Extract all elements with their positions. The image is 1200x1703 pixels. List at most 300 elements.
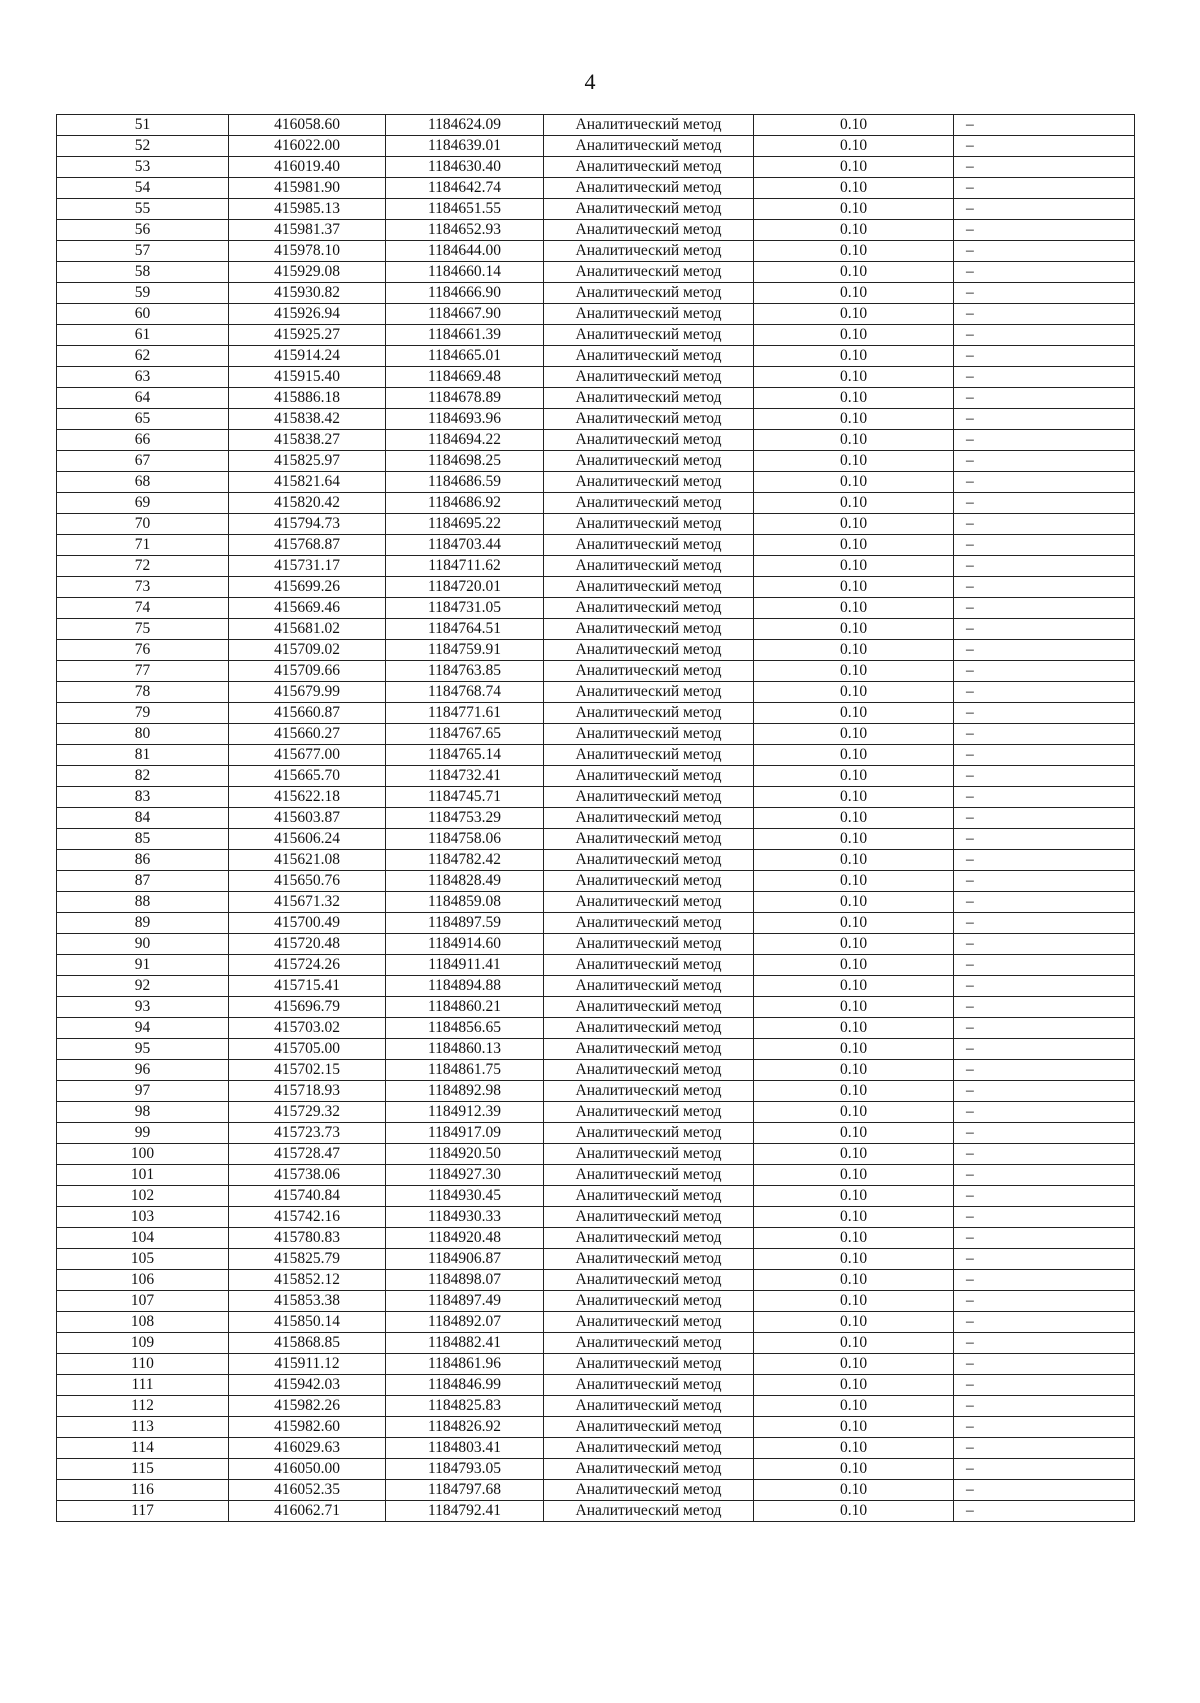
method-cell: Аналитический метод xyxy=(544,136,754,157)
accuracy-cell: 0.10 xyxy=(754,1060,954,1081)
x-coordinate-cell: 415660.27 xyxy=(229,724,386,745)
method-cell: Аналитический метод xyxy=(544,640,754,661)
point-number-cell: 84 xyxy=(57,808,229,829)
y-coordinate-cell: 1184768.74 xyxy=(386,682,544,703)
point-number-cell: 90 xyxy=(57,934,229,955)
point-number-cell: 111 xyxy=(57,1375,229,1396)
table-row xyxy=(57,1123,1135,1144)
point-number-cell: 66 xyxy=(57,430,229,451)
y-coordinate-cell: 1184644.00 xyxy=(386,241,544,262)
x-coordinate-cell: 415925.27 xyxy=(229,325,386,346)
table-row xyxy=(57,640,1135,661)
accuracy-cell: 0.10 xyxy=(754,157,954,178)
dash-cell: – xyxy=(954,115,1135,136)
accuracy-cell: 0.10 xyxy=(754,682,954,703)
accuracy-cell: 0.10 xyxy=(754,535,954,556)
y-coordinate-cell: 1184753.29 xyxy=(386,808,544,829)
y-coordinate-cell: 1184642.74 xyxy=(386,178,544,199)
method-cell: Аналитический метод xyxy=(544,325,754,346)
method-cell: Аналитический метод xyxy=(544,703,754,724)
x-coordinate-cell: 415982.26 xyxy=(229,1396,386,1417)
accuracy-cell: 0.10 xyxy=(754,892,954,913)
table-row xyxy=(57,598,1135,619)
dash-cell: – xyxy=(954,220,1135,241)
dash-cell: – xyxy=(954,1165,1135,1186)
x-coordinate-cell: 415915.40 xyxy=(229,367,386,388)
method-cell: Аналитический метод xyxy=(544,556,754,577)
y-coordinate-cell: 1184651.55 xyxy=(386,199,544,220)
table-row xyxy=(57,1081,1135,1102)
x-coordinate-cell: 415606.24 xyxy=(229,829,386,850)
x-coordinate-cell: 415703.02 xyxy=(229,1018,386,1039)
point-number-cell: 62 xyxy=(57,346,229,367)
dash-cell: – xyxy=(954,1459,1135,1480)
y-coordinate-cell: 1184669.48 xyxy=(386,367,544,388)
accuracy-cell: 0.10 xyxy=(754,1102,954,1123)
method-cell: Аналитический метод xyxy=(544,1333,754,1354)
x-coordinate-cell: 416058.60 xyxy=(229,115,386,136)
accuracy-cell: 0.10 xyxy=(754,871,954,892)
point-number-cell: 81 xyxy=(57,745,229,766)
y-coordinate-cell: 1184911.41 xyxy=(386,955,544,976)
table-row xyxy=(57,577,1135,598)
accuracy-cell: 0.10 xyxy=(754,1501,954,1522)
table-row xyxy=(57,304,1135,325)
x-coordinate-cell: 415709.02 xyxy=(229,640,386,661)
method-cell: Аналитический метод xyxy=(544,1354,754,1375)
point-number-cell: 54 xyxy=(57,178,229,199)
accuracy-cell: 0.10 xyxy=(754,514,954,535)
accuracy-cell: 0.10 xyxy=(754,640,954,661)
method-cell: Аналитический метод xyxy=(544,157,754,178)
method-cell: Аналитический метод xyxy=(544,241,754,262)
x-coordinate-cell: 415825.79 xyxy=(229,1249,386,1270)
y-coordinate-cell: 1184892.98 xyxy=(386,1081,544,1102)
point-number-cell: 53 xyxy=(57,157,229,178)
x-coordinate-cell: 415728.47 xyxy=(229,1144,386,1165)
y-coordinate-cell: 1184695.22 xyxy=(386,514,544,535)
method-cell: Аналитический метод xyxy=(544,976,754,997)
y-coordinate-cell: 1184698.25 xyxy=(386,451,544,472)
point-number-cell: 78 xyxy=(57,682,229,703)
point-number-cell: 82 xyxy=(57,766,229,787)
accuracy-cell: 0.10 xyxy=(754,598,954,619)
point-number-cell: 76 xyxy=(57,640,229,661)
dash-cell: – xyxy=(954,472,1135,493)
y-coordinate-cell: 1184894.88 xyxy=(386,976,544,997)
table-row xyxy=(57,1333,1135,1354)
method-cell: Аналитический метод xyxy=(544,661,754,682)
x-coordinate-cell: 415911.12 xyxy=(229,1354,386,1375)
dash-cell: – xyxy=(954,241,1135,262)
dash-cell: – xyxy=(954,1039,1135,1060)
point-number-cell: 51 xyxy=(57,115,229,136)
point-number-cell: 87 xyxy=(57,871,229,892)
dash-cell: – xyxy=(954,346,1135,367)
table-row xyxy=(57,1249,1135,1270)
table-row xyxy=(57,619,1135,640)
y-coordinate-cell: 1184860.13 xyxy=(386,1039,544,1060)
method-cell: Аналитический метод xyxy=(544,1291,754,1312)
table-row xyxy=(57,766,1135,787)
x-coordinate-cell: 415723.73 xyxy=(229,1123,386,1144)
method-cell: Аналитический метод xyxy=(544,829,754,850)
method-cell: Аналитический метод xyxy=(544,451,754,472)
accuracy-cell: 0.10 xyxy=(754,1270,954,1291)
method-cell: Аналитический метод xyxy=(544,1501,754,1522)
dash-cell: – xyxy=(954,493,1135,514)
point-number-cell: 63 xyxy=(57,367,229,388)
method-cell: Аналитический метод xyxy=(544,1228,754,1249)
table-row xyxy=(57,682,1135,703)
accuracy-cell: 0.10 xyxy=(754,262,954,283)
accuracy-cell: 0.10 xyxy=(754,1018,954,1039)
dash-cell: – xyxy=(954,325,1135,346)
method-cell: Аналитический метод xyxy=(544,388,754,409)
dash-cell: – xyxy=(954,304,1135,325)
point-number-cell: 60 xyxy=(57,304,229,325)
x-coordinate-cell: 415850.14 xyxy=(229,1312,386,1333)
method-cell: Аналитический метод xyxy=(544,871,754,892)
accuracy-cell: 0.10 xyxy=(754,934,954,955)
x-coordinate-cell: 415699.26 xyxy=(229,577,386,598)
point-number-cell: 88 xyxy=(57,892,229,913)
dash-cell: – xyxy=(954,1438,1135,1459)
dash-cell: – xyxy=(954,1207,1135,1228)
y-coordinate-cell: 1184912.39 xyxy=(386,1102,544,1123)
point-number-cell: 89 xyxy=(57,913,229,934)
point-number-cell: 56 xyxy=(57,220,229,241)
method-cell: Аналитический метод xyxy=(544,892,754,913)
dash-cell: – xyxy=(954,577,1135,598)
dash-cell: – xyxy=(954,1186,1135,1207)
table-row xyxy=(57,1060,1135,1081)
dash-cell: – xyxy=(954,1417,1135,1438)
table-row xyxy=(57,1228,1135,1249)
method-cell: Аналитический метод xyxy=(544,1102,754,1123)
table-row xyxy=(57,514,1135,535)
accuracy-cell: 0.10 xyxy=(754,1081,954,1102)
point-number-cell: 57 xyxy=(57,241,229,262)
y-coordinate-cell: 1184914.60 xyxy=(386,934,544,955)
method-cell: Аналитический метод xyxy=(544,199,754,220)
table-row xyxy=(57,472,1135,493)
dash-cell: – xyxy=(954,1396,1135,1417)
x-coordinate-cell: 415702.15 xyxy=(229,1060,386,1081)
x-coordinate-cell: 416029.63 xyxy=(229,1438,386,1459)
method-cell: Аналитический метод xyxy=(544,955,754,976)
x-coordinate-cell: 415838.42 xyxy=(229,409,386,430)
dash-cell: – xyxy=(954,514,1135,535)
y-coordinate-cell: 1184920.50 xyxy=(386,1144,544,1165)
dash-cell: – xyxy=(954,430,1135,451)
y-coordinate-cell: 1184693.96 xyxy=(386,409,544,430)
dash-cell: – xyxy=(954,850,1135,871)
accuracy-cell: 0.10 xyxy=(754,1165,954,1186)
accuracy-cell: 0.10 xyxy=(754,409,954,430)
y-coordinate-cell: 1184711.62 xyxy=(386,556,544,577)
dash-cell: – xyxy=(954,997,1135,1018)
accuracy-cell: 0.10 xyxy=(754,913,954,934)
y-coordinate-cell: 1184678.89 xyxy=(386,388,544,409)
table-row xyxy=(57,745,1135,766)
table-row xyxy=(57,367,1135,388)
dash-cell: – xyxy=(954,955,1135,976)
x-coordinate-cell: 415603.87 xyxy=(229,808,386,829)
x-coordinate-cell: 415622.18 xyxy=(229,787,386,808)
point-number-cell: 97 xyxy=(57,1081,229,1102)
table-row xyxy=(57,1207,1135,1228)
x-coordinate-cell: 415669.46 xyxy=(229,598,386,619)
x-coordinate-cell: 415886.18 xyxy=(229,388,386,409)
method-cell: Аналитический метод xyxy=(544,913,754,934)
y-coordinate-cell: 1184882.41 xyxy=(386,1333,544,1354)
method-cell: Аналитический метод xyxy=(544,178,754,199)
x-coordinate-cell: 415930.82 xyxy=(229,283,386,304)
accuracy-cell: 0.10 xyxy=(754,661,954,682)
coordinates-table xyxy=(56,114,1135,1522)
method-cell: Аналитический метод xyxy=(544,472,754,493)
dash-cell: – xyxy=(954,661,1135,682)
accuracy-cell: 0.10 xyxy=(754,577,954,598)
dash-cell: – xyxy=(954,1144,1135,1165)
point-number-cell: 86 xyxy=(57,850,229,871)
x-coordinate-cell: 415868.85 xyxy=(229,1333,386,1354)
accuracy-cell: 0.10 xyxy=(754,766,954,787)
point-number-cell: 96 xyxy=(57,1060,229,1081)
dash-cell: – xyxy=(954,157,1135,178)
y-coordinate-cell: 1184765.14 xyxy=(386,745,544,766)
x-coordinate-cell: 415681.02 xyxy=(229,619,386,640)
accuracy-cell: 0.10 xyxy=(754,556,954,577)
x-coordinate-cell: 415852.12 xyxy=(229,1270,386,1291)
point-number-cell: 95 xyxy=(57,1039,229,1060)
accuracy-cell: 0.10 xyxy=(754,1186,954,1207)
table-row xyxy=(57,1018,1135,1039)
accuracy-cell: 0.10 xyxy=(754,493,954,514)
method-cell: Аналитический метод xyxy=(544,1312,754,1333)
table-row xyxy=(57,1501,1135,1522)
table-row xyxy=(57,661,1135,682)
accuracy-cell: 0.10 xyxy=(754,724,954,745)
accuracy-cell: 0.10 xyxy=(754,451,954,472)
method-cell: Аналитический метод xyxy=(544,409,754,430)
point-number-cell: 61 xyxy=(57,325,229,346)
table-row xyxy=(57,1291,1135,1312)
point-number-cell: 58 xyxy=(57,262,229,283)
y-coordinate-cell: 1184660.14 xyxy=(386,262,544,283)
y-coordinate-cell: 1184856.65 xyxy=(386,1018,544,1039)
dash-cell: – xyxy=(954,283,1135,304)
dash-cell: – xyxy=(954,766,1135,787)
method-cell: Аналитический метод xyxy=(544,745,754,766)
y-coordinate-cell: 1184792.41 xyxy=(386,1501,544,1522)
point-number-cell: 91 xyxy=(57,955,229,976)
method-cell: Аналитический метод xyxy=(544,262,754,283)
method-cell: Аналитический метод xyxy=(544,1459,754,1480)
point-number-cell: 75 xyxy=(57,619,229,640)
y-coordinate-cell: 1184803.41 xyxy=(386,1438,544,1459)
x-coordinate-cell: 415985.13 xyxy=(229,199,386,220)
table-row xyxy=(57,556,1135,577)
x-coordinate-cell: 415926.94 xyxy=(229,304,386,325)
method-cell: Аналитический метод xyxy=(544,367,754,388)
accuracy-cell: 0.10 xyxy=(754,1459,954,1480)
accuracy-cell: 0.10 xyxy=(754,304,954,325)
x-coordinate-cell: 415731.17 xyxy=(229,556,386,577)
accuracy-cell: 0.10 xyxy=(754,199,954,220)
table-row xyxy=(57,724,1135,745)
method-cell: Аналитический метод xyxy=(544,1249,754,1270)
table-row xyxy=(57,808,1135,829)
x-coordinate-cell: 415709.66 xyxy=(229,661,386,682)
point-number-cell: 67 xyxy=(57,451,229,472)
y-coordinate-cell: 1184652.93 xyxy=(386,220,544,241)
y-coordinate-cell: 1184897.59 xyxy=(386,913,544,934)
table-row xyxy=(57,1417,1135,1438)
point-number-cell: 103 xyxy=(57,1207,229,1228)
accuracy-cell: 0.10 xyxy=(754,808,954,829)
dash-cell: – xyxy=(954,1375,1135,1396)
dash-cell: – xyxy=(954,1312,1135,1333)
y-coordinate-cell: 1184686.59 xyxy=(386,472,544,493)
y-coordinate-cell: 1184759.91 xyxy=(386,640,544,661)
page-number: 4 xyxy=(584,69,596,94)
x-coordinate-cell: 415729.32 xyxy=(229,1102,386,1123)
accuracy-cell: 0.10 xyxy=(754,220,954,241)
x-coordinate-cell: 416052.35 xyxy=(229,1480,386,1501)
method-cell: Аналитический метод xyxy=(544,1186,754,1207)
table-row xyxy=(57,451,1135,472)
table-row xyxy=(57,241,1135,262)
method-cell: Аналитический метод xyxy=(544,1018,754,1039)
point-number-cell: 59 xyxy=(57,283,229,304)
table-row xyxy=(57,892,1135,913)
y-coordinate-cell: 1184898.07 xyxy=(386,1270,544,1291)
dash-cell: – xyxy=(954,1249,1135,1270)
y-coordinate-cell: 1184764.51 xyxy=(386,619,544,640)
table-row xyxy=(57,535,1135,556)
accuracy-cell: 0.10 xyxy=(754,955,954,976)
x-coordinate-cell: 415718.93 xyxy=(229,1081,386,1102)
accuracy-cell: 0.10 xyxy=(754,1312,954,1333)
y-coordinate-cell: 1184758.06 xyxy=(386,829,544,850)
point-number-cell: 65 xyxy=(57,409,229,430)
point-number-cell: 79 xyxy=(57,703,229,724)
accuracy-cell: 0.10 xyxy=(754,472,954,493)
y-coordinate-cell: 1184694.22 xyxy=(386,430,544,451)
x-coordinate-cell: 415981.90 xyxy=(229,178,386,199)
y-coordinate-cell: 1184745.71 xyxy=(386,787,544,808)
point-number-cell: 105 xyxy=(57,1249,229,1270)
method-cell: Аналитический метод xyxy=(544,535,754,556)
y-coordinate-cell: 1184861.75 xyxy=(386,1060,544,1081)
accuracy-cell: 0.10 xyxy=(754,1039,954,1060)
y-coordinate-cell: 1184859.08 xyxy=(386,892,544,913)
table-row xyxy=(57,346,1135,367)
method-cell: Аналитический метод xyxy=(544,934,754,955)
y-coordinate-cell: 1184892.07 xyxy=(386,1312,544,1333)
point-number-cell: 101 xyxy=(57,1165,229,1186)
dash-cell: – xyxy=(954,1354,1135,1375)
accuracy-cell: 0.10 xyxy=(754,430,954,451)
dash-cell: – xyxy=(954,913,1135,934)
method-cell: Аналитический метод xyxy=(544,1207,754,1228)
table-row xyxy=(57,283,1135,304)
accuracy-cell: 0.10 xyxy=(754,1375,954,1396)
point-number-cell: 93 xyxy=(57,997,229,1018)
table-row xyxy=(57,829,1135,850)
y-coordinate-cell: 1184825.83 xyxy=(386,1396,544,1417)
x-coordinate-cell: 415720.48 xyxy=(229,934,386,955)
x-coordinate-cell: 415677.00 xyxy=(229,745,386,766)
dash-cell: – xyxy=(954,535,1135,556)
y-coordinate-cell: 1184639.01 xyxy=(386,136,544,157)
accuracy-cell: 0.10 xyxy=(754,850,954,871)
dash-cell: – xyxy=(954,1081,1135,1102)
method-cell: Аналитический метод xyxy=(544,1438,754,1459)
method-cell: Аналитический метод xyxy=(544,577,754,598)
point-number-cell: 52 xyxy=(57,136,229,157)
x-coordinate-cell: 415700.49 xyxy=(229,913,386,934)
dash-cell: – xyxy=(954,829,1135,850)
x-coordinate-cell: 415838.27 xyxy=(229,430,386,451)
point-number-cell: 98 xyxy=(57,1102,229,1123)
x-coordinate-cell: 415981.37 xyxy=(229,220,386,241)
accuracy-cell: 0.10 xyxy=(754,1144,954,1165)
point-number-cell: 74 xyxy=(57,598,229,619)
table-row xyxy=(57,1039,1135,1060)
x-coordinate-cell: 415942.03 xyxy=(229,1375,386,1396)
point-number-cell: 109 xyxy=(57,1333,229,1354)
x-coordinate-cell: 416022.00 xyxy=(229,136,386,157)
dash-cell: – xyxy=(954,1333,1135,1354)
y-coordinate-cell: 1184927.30 xyxy=(386,1165,544,1186)
accuracy-cell: 0.10 xyxy=(754,388,954,409)
point-number-cell: 99 xyxy=(57,1123,229,1144)
x-coordinate-cell: 415696.79 xyxy=(229,997,386,1018)
x-coordinate-cell: 415820.42 xyxy=(229,493,386,514)
point-number-cell: 107 xyxy=(57,1291,229,1312)
accuracy-cell: 0.10 xyxy=(754,1438,954,1459)
x-coordinate-cell: 415982.60 xyxy=(229,1417,386,1438)
table-row xyxy=(57,955,1135,976)
table-row xyxy=(57,976,1135,997)
dash-cell: – xyxy=(954,1060,1135,1081)
dash-cell: – xyxy=(954,1291,1135,1312)
accuracy-cell: 0.10 xyxy=(754,829,954,850)
dash-cell: – xyxy=(954,451,1135,472)
y-coordinate-cell: 1184686.92 xyxy=(386,493,544,514)
accuracy-cell: 0.10 xyxy=(754,976,954,997)
method-cell: Аналитический метод xyxy=(544,1396,754,1417)
method-cell: Аналитический метод xyxy=(544,220,754,241)
table-row xyxy=(57,262,1135,283)
method-cell: Аналитический метод xyxy=(544,766,754,787)
y-coordinate-cell: 1184930.45 xyxy=(386,1186,544,1207)
dash-cell: – xyxy=(954,703,1135,724)
y-coordinate-cell: 1184920.48 xyxy=(386,1228,544,1249)
x-coordinate-cell: 415780.83 xyxy=(229,1228,386,1249)
point-number-cell: 80 xyxy=(57,724,229,745)
dash-cell: – xyxy=(954,1102,1135,1123)
table-row xyxy=(57,1459,1135,1480)
point-number-cell: 102 xyxy=(57,1186,229,1207)
accuracy-cell: 0.10 xyxy=(754,367,954,388)
method-cell: Аналитический метод xyxy=(544,850,754,871)
point-number-cell: 117 xyxy=(57,1501,229,1522)
table-row xyxy=(57,934,1135,955)
